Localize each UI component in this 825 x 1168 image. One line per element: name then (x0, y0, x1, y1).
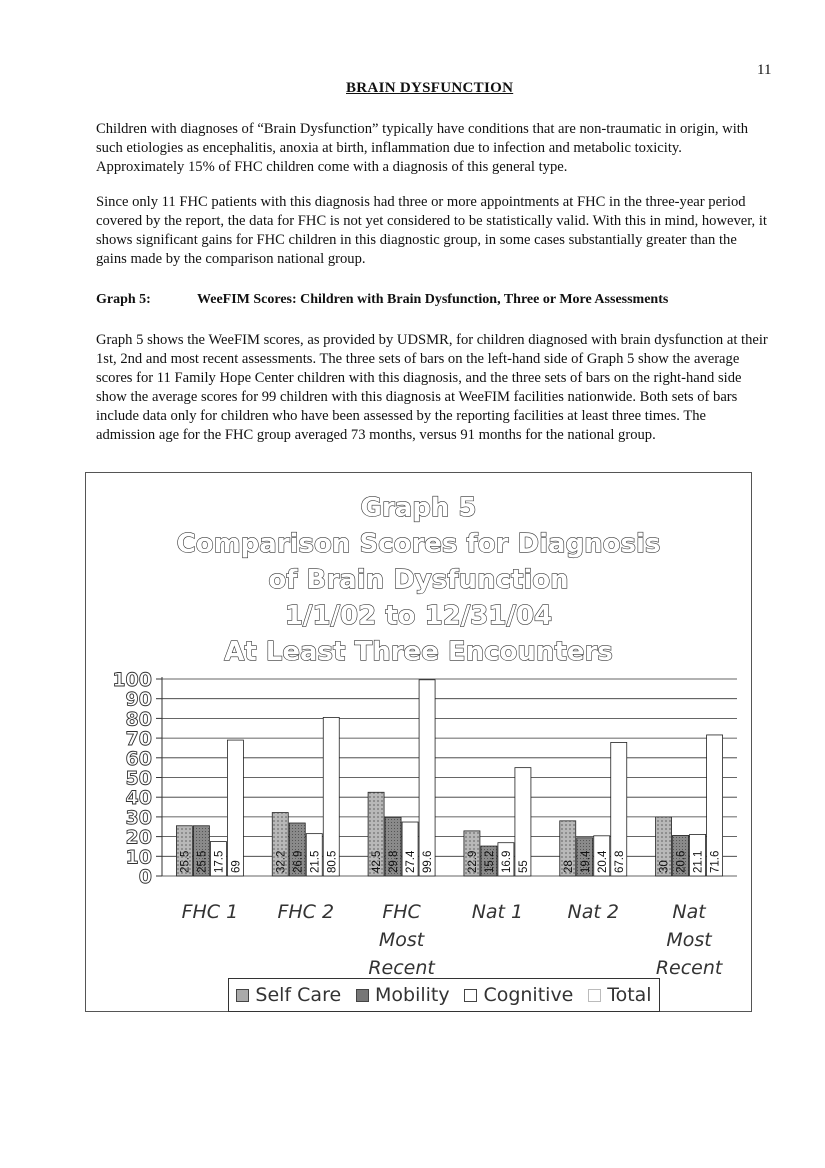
intro-paragraph: Children with diagnoses of “Brain Dysfunction” typically have conditions that are non-traumatic in origin, with such etiologies as encephalitis, anoxia at birth, inflammation due to infection and metabolic toxicity. Approximately 15% of FHC children come with a diagnosis of this general type. (96, 121, 749, 175)
y-tick-label: 80 (125, 708, 152, 731)
graph-caption: WeeFIM Scores: Children with Brain Dysfunction, Three or More Assessments (197, 292, 669, 307)
data-label: 67.8 (613, 850, 626, 873)
y-tick-label: 20 (125, 826, 152, 849)
data-label: 22.9 (466, 850, 479, 873)
category-label: Nat 2 (567, 901, 619, 923)
legend-item-cognitive (464, 984, 573, 1006)
chart-title-line: Comparison Scores for Diagnosis (176, 529, 661, 559)
y-tick-label: 40 (125, 787, 152, 810)
bar-chart (85, 660, 752, 978)
category-label: Nat (672, 901, 706, 923)
category-label: FHC 2 (277, 901, 335, 923)
data-label: 20.4 (596, 850, 609, 873)
bar (419, 680, 435, 876)
data-label: 71.6 (709, 850, 722, 873)
data-label: 17.5 (213, 850, 226, 873)
category-label: Recent (368, 957, 435, 978)
chart-legend (228, 978, 660, 1012)
graph-label: Graph 5: (96, 292, 151, 307)
y-tick-label: 70 (125, 728, 152, 751)
legend-item-mobility (356, 984, 450, 1006)
chart-title-line: 1/1/02 to 12/31/04 (284, 601, 553, 631)
category-label: Recent (655, 957, 723, 978)
y-tick-label: 0 (138, 866, 152, 888)
legend-item-self-care (236, 984, 341, 1006)
category-label: FHC 1 (181, 901, 239, 923)
bar (515, 768, 531, 876)
data-label: 21.5 (309, 850, 322, 873)
y-tick-label: 50 (125, 767, 152, 790)
y-tick-label: 90 (125, 688, 152, 711)
chart-title-line: Graph 5 (360, 493, 477, 523)
validity-paragraph: Since only 11 FHC patients with this diagnosis had three or more appointments at FHC in the three-year period covered by the report, the data for FHC is not yet considered to be statistically valid. With this in mind, however, it shows significant gains for FHC children in this diagnostic group, in some cases substantially greater than the gains made by the comparison national group. (96, 194, 767, 267)
category-label: Nat 1 (471, 901, 524, 923)
legend-swatch-mobility (356, 989, 369, 1002)
chart-title-line: At Least Three Encounters (224, 637, 613, 667)
data-label: 80.5 (326, 850, 339, 873)
data-label: 42.5 (371, 850, 384, 873)
page-number: 11 (757, 62, 772, 78)
data-label: 30 (658, 860, 671, 873)
chart-title-line: of Brain Dysfunction (268, 565, 569, 595)
data-label: 32.2 (275, 850, 288, 873)
data-label: 69 (230, 860, 243, 873)
data-label: 26.9 (292, 850, 305, 873)
legend-label: Self Care (255, 984, 342, 1006)
data-label: 55 (517, 860, 530, 873)
legend-label: Cognitive (483, 984, 574, 1006)
data-label: 25.5 (179, 850, 192, 873)
data-label: 15.2 (483, 850, 496, 873)
legend-item-total (588, 984, 651, 1006)
legend-label: Mobility (375, 984, 450, 1006)
data-label: 20.6 (675, 850, 688, 873)
legend-swatch-total (588, 989, 601, 1002)
legend-label: Total (607, 984, 652, 1006)
category-label: Most (666, 929, 712, 951)
category-label: FHC (382, 901, 421, 923)
data-label: 27.4 (405, 850, 418, 873)
graph-description-paragraph: Graph 5 shows the WeeFIM scores, as provided by UDSMR, for children diagnosed with brain dysfunction at their 1st, 2nd and most recent assessments. The three sets of bars on the left-hand side of Graph 5 show the average scores for 11 Family Hope Center children with this diagnosis, and the three sets of bars on the right-hand side show the average scores for 99 children with this diagnosis at WeeFIM facilities nationwide. Both sets of bars include data only for children who have been assessed by the reporting facilities at least three times. The admission age for the FHC group averaged 73 months, versus 91 months for the national group. (96, 332, 768, 443)
data-label: 16.9 (500, 850, 513, 873)
data-label: 29.8 (388, 850, 401, 873)
data-label: 25.5 (196, 850, 209, 873)
bar (227, 740, 243, 876)
section-heading: BRAIN DYSFUNCTION (346, 80, 514, 96)
y-tick-label: 100 (112, 669, 152, 691)
data-label: 28 (562, 860, 575, 873)
data-label: 19.4 (579, 850, 592, 873)
data-label: 99.6 (422, 850, 435, 873)
legend-swatch-cognitive (464, 989, 477, 1002)
y-tick-label: 10 (125, 846, 152, 869)
y-tick-label: 60 (125, 747, 152, 770)
data-label: 21.1 (692, 850, 705, 873)
legend-swatch-self-care (236, 989, 249, 1002)
category-label: Most (378, 929, 425, 951)
chart-title (85, 490, 752, 670)
y-tick-label: 30 (125, 806, 152, 829)
